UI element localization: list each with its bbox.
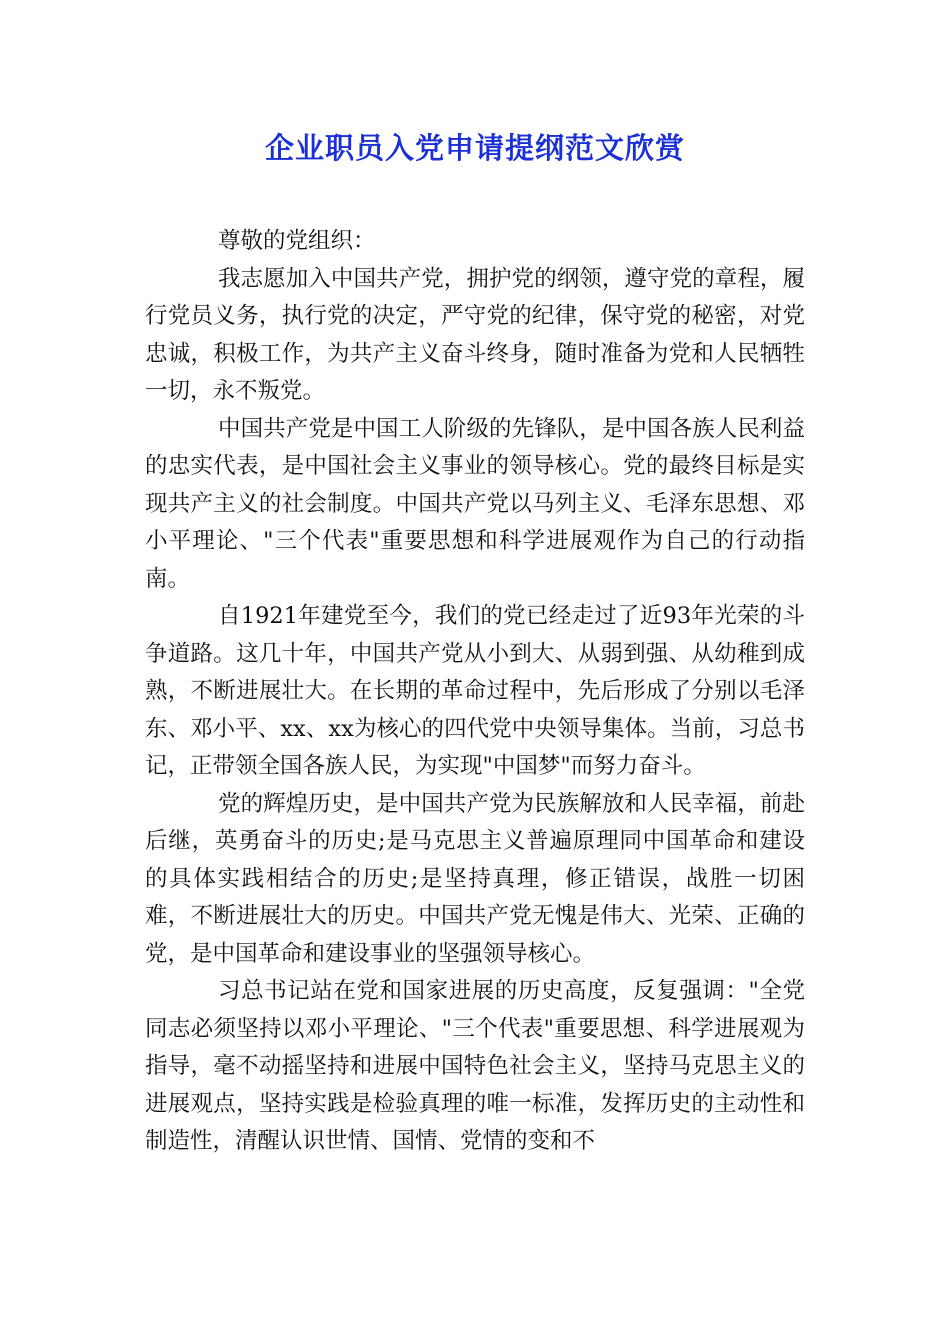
paragraph-1: 我志愿加入中国共产党，拥护党的纲领，遵守党的章程，履行党员义务，执行党的决定，严守党的纪律，保守党的秘密，对党忠诚，积极工作，为共产主义奋斗终身，随时准备为党和人民牺牲一切，永不叛党。 <box>145 265 805 404</box>
salutation: 尊敬的党组织： <box>218 228 376 254</box>
document-body <box>145 223 805 1161</box>
paragraph-2: 中国共产党是中国工人阶级的先锋队，是中国各族人民利益的忠实代表，是中国社会主义事业的领导核心。党的最终目标是实现共产主义的社会制度。中国共产党以马列主义、毛泽东思想、邓小平理论、"三个代表"重要思想和科学进展观作为自己的行动指南。 <box>145 415 805 592</box>
document-title: 企业职员入党申请提纲范文欣赏 <box>264 131 685 165</box>
paragraph-4: 党的辉煌历史，是中国共产党为民族解放和人民幸福，前赴后继，英勇奋斗的历史;是马克思主义普遍原理同中国革命和建设的具体实践相结合的历史;是坚持真理，修正错误，战胜一切困难，不断进展壮大的历史。中国共产党无愧是伟大、光荣、正确的党，是中国革命和建设事业的坚强领导核心。 <box>145 790 805 967</box>
paragraph-3: 自1921年建党至今，我们的党已经走过了近93年光荣的斗争道路。这几十年，中国共产党从小到大、从弱到强、从幼稚到成熟，不断进展壮大。在长期的革命过程中，先后形成了分别以毛泽东、邓小平、xx、xx为核心的四代党中央领导集体。当前，习总书记，正带领全国各族人民，为实现"中国梦"而努力奋斗。 <box>145 603 805 779</box>
paragraph-5: 习总书记站在党和国家进展的历史高度，反复强调："全党同志必须坚持以邓小平理论、"三个代表"重要思想、科学进展观为指导，毫不动摇坚持和进展中国特色社会主义，坚持马克思主义的进展观点，坚持实践是检验真理的唯一标准，发挥历史的主动性和制造性，清醒认识世情、国情、党情的变和不 <box>145 978 805 1154</box>
